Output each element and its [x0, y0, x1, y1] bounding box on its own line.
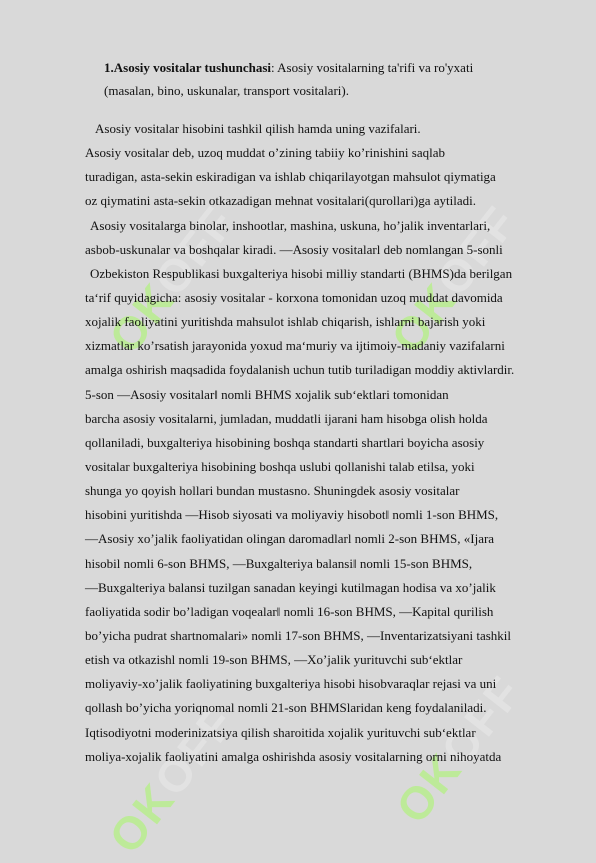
- text-line: moliya-xojalik faoliyatini amalga oshirishda asosiy vositalarning orni nihoyatda: [85, 748, 502, 764]
- text-line: hisobini yuritishda ―Hisob siyosati va moliyaviy hisobot‖ nomli 1-son BHMS,: [85, 507, 499, 523]
- text-line: faoliyatida sodir bo’ladigan voqealar‖ nomli 16-son BHMS, ―Kapital qurilish: [85, 603, 494, 619]
- text-line: Asosiy vositalar deb, uzoq muddat o’zining tabiiy ko’rinishini saqlab: [85, 145, 445, 161]
- heading-rest: : Asosiy vositalarning ta'rifi va ro'yxati: [271, 60, 474, 75]
- text-line: Asosiy vositalarga binolar, inshootlar, mashina, uskuna, ho’jalik inventarlari,: [90, 217, 491, 233]
- watermark-mark: OKOFF: [98, 695, 246, 863]
- text-line: Asosiy vositalar hisobini tashkil qilish hamda uning vazifalari.: [95, 121, 421, 136]
- heading-title: 1.Asosiy vositalar tushunchasi: [104, 60, 271, 75]
- text-line: ta‘rif quyidagicha: asosiy vositalar - korxona tomonidan uzoq muddat davomida: [85, 289, 503, 305]
- text-line: moliyaviy-xo’jalik faoliyatining buxgalteriya hisobi hisobvaraqlar rejasi va uni: [85, 676, 497, 692]
- heading-line-1: [104, 56, 544, 79]
- text-line: ―Asosiy xo’jalik faoliyatidan olingan daromadlarl nomli 2-son BHMS, «Ijara: [85, 531, 495, 547]
- text-line: turadigan, asta-sekin eskiradigan va ishlab chiqarilayotgan mahsulot qiymatiga: [85, 169, 496, 185]
- text-line: Iqtisodiyotni moderinizatsiya qilish sharoitida xojalik yurituvchi sub‘ektlar: [85, 724, 476, 740]
- text-line: oz qiymatini asta-sekin otkazadigan mehnat vositalari(qurollari)ga aytiladi.: [85, 193, 476, 209]
- text-line: qollash bo’yicha yoriqnomal nomli 21-son BHMSlaridan keng foydalaniladi.: [85, 700, 487, 716]
- body-paragraphs: [85, 117, 555, 769]
- text-line: ―Buxgalteriya balansi tuzilgan sanadan keyingi kutilmagan hodisa va xo’jalik: [85, 579, 496, 595]
- text-line: xojalik faoliyatini yuritishda mahsulot ishlab chiqarish, ishlarni bajarish yoki: [85, 314, 486, 330]
- text-line: asbob-uskunalar va boshqalar kiradi. ―Asosiy vositalarl deb nomlangan 5-sonli: [85, 241, 503, 257]
- section-heading: [104, 56, 544, 102]
- text-line: qollaniladi, buxgalteriya hisobining boshqa standarti shartlari boyicha asosiy: [85, 434, 485, 450]
- watermark-mark: OKOFF: [98, 195, 246, 363]
- text-line: etish va otkazishl nomli 19-son BHMS, ―Xo’jalik yurituvchi sub‘ektlar: [85, 652, 463, 668]
- watermark-mark: OKOFF: [380, 195, 528, 363]
- text-line: bo’yicha pudrat shartnomalari» nomli 17-son BHMS, ―Inventarizatsiyani tashkil: [85, 627, 512, 643]
- text-line: 5-son ―Asosiy vositalar‖ nomli BHMS xojalik sub‘ektlari tomonidan: [85, 386, 449, 402]
- text-line: hisobil nomli 6-son BHMS, ―Buxgalteriya balansi‖ nomli 15-son BHMS,: [85, 555, 473, 571]
- heading-line-2: (masalan, bino, uskunalar, transport vositalari).: [104, 83, 349, 98]
- text-line: xizmatlar ko’rsatish jarayonida yoxud ma‘muriy va ijtimoiy-madaniy vazifalarni: [85, 338, 505, 354]
- text-line: amalga oshirish maqsadida foydalanish uchun tutib turiladigan moddiy aktivlardir.: [85, 362, 515, 378]
- text-line: shunga yo qoyish hollari bundan mustasno. Shuningdek asosiy vositalar: [85, 483, 460, 499]
- watermark-mark: OKOFF: [385, 665, 533, 833]
- text-line: Ozbekiston Respublikasi buxgalteriya hisobi milliy standarti (BHMS)da berilgan: [90, 265, 513, 281]
- text-line: barcha asosiy vositalarni, jumladan, muddatli ijarani ham hisobga olish holda: [85, 410, 488, 426]
- text-line: vositalar buxgalteriya hisobining boshqa uslubi qollanishi talab etilsa, yoki: [85, 458, 475, 474]
